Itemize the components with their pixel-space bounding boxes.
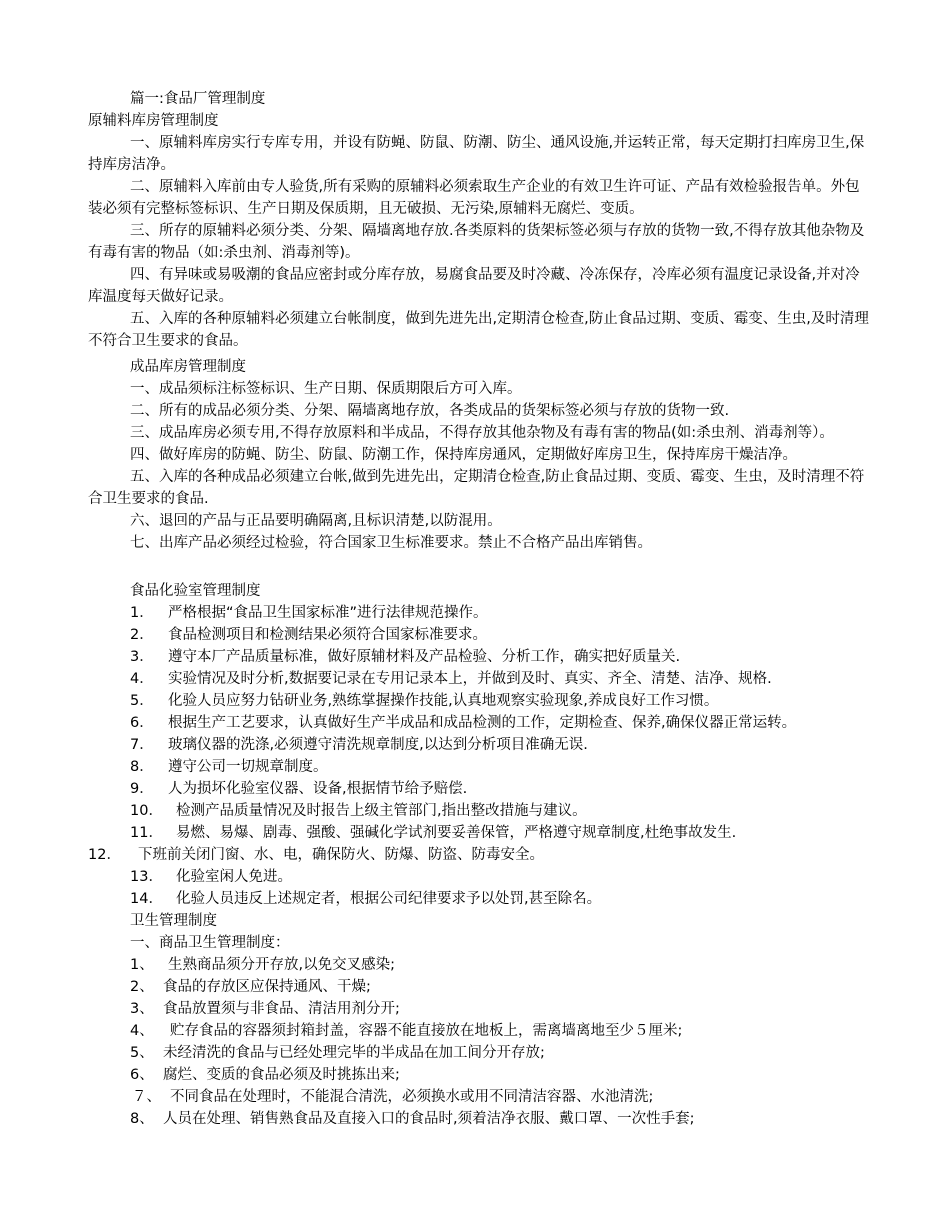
lab-item-number: 13．	[130, 869, 163, 885]
hygiene-subheading: 一、商品卫生管理制度：	[130, 935, 290, 951]
lab-item-number: 2．	[130, 627, 154, 643]
lab-item-text: 实验情况及时分析,数据要记录在专用记录本上，并做到及时、真实、齐全、清楚、洁净、规格.	[168, 671, 772, 687]
lab-item-text: 根据生产工艺要求，认真做好生产半成品和成品检测的工作，定期检查、保养,确保仪器正常运转。	[168, 715, 797, 731]
lab-item-text: 严格根据“食品卫生国家标准”进行法律规范操作。	[168, 605, 488, 621]
lab-item-number: 3．	[130, 649, 154, 665]
lab-item-number: 6．	[130, 715, 154, 731]
hygiene-item-text: 生熟商品须分开存放,以免交叉感染;	[168, 957, 395, 973]
lab-item-text: 人为损坏化验室仪器、设备,根据情节给予赔偿.	[168, 781, 468, 797]
hygiene-item-number: ７、	[132, 1089, 161, 1105]
hygiene-item-number: 6、	[130, 1067, 154, 1083]
lab-item-text: 遵守本厂产品质量标准，做好原辅材料及产品检验、分析工作，确实把好质量关.	[168, 649, 681, 665]
finished-item: 二、所有的成品必须分类、分架、隔墙离地存放，各类成品的货架标签必须与存放的货物一致.	[130, 403, 730, 419]
lab-item-text: 遵守公司一切规章制度。	[168, 759, 328, 775]
hygiene-item-text: 腐烂、变质的食品必须及时挑拣出来;	[163, 1067, 400, 1083]
lab-item-text: 化验人员违反上述规定者，根据公司纪律要求予以处罚,甚至除名。	[176, 891, 602, 907]
lab-item-number: 5．	[130, 693, 154, 709]
hygiene-item-number: 3、	[130, 1001, 154, 1017]
hygiene-item-number: 4、	[130, 1023, 154, 1039]
finished-item: 三、成品库房必须专用,不得存放原料和半成品，不得存放其他杂物及有毒有害的物品(如:杀虫剂、消毒剂等）。	[130, 425, 834, 441]
hygiene-item-text: 不同食品在处理时，不能混合清洗，必须换水或用不同清洁容器、水池清洗;	[170, 1089, 654, 1105]
lab-item-text: 食品检测项目和检测结果必须符合国家标准要求。	[168, 627, 487, 643]
lab-item-number: 12．	[88, 847, 121, 863]
lab-item-number: 7．	[130, 737, 154, 753]
section-heading-lab: 食品化验室管理制度	[130, 583, 261, 599]
hygiene-item-number: 1、	[130, 957, 154, 973]
hygiene-item-text: 贮存食品的容器须封箱封盖，容器不能直接放在地板上，需离墙离地至少５厘米;	[170, 1023, 683, 1039]
finished-item: 六、退回的产品与正品要明确隔离,且标识清楚,以防混用。	[130, 513, 502, 529]
lab-item-text: 易燃、易爆、剧毒、强酸、强碱化学试剂要妥善保管，严格遵守规章制度,杜绝事故发生.	[176, 825, 737, 841]
raw-material-item: 一、原辅料库房实行专库专用，并设有防蝇、防鼠、防潮、防尘、通风设施,并运转正常，每天定期打扫库房卫生,保持库房洁净。	[88, 135, 865, 173]
hygiene-item-number: 8、	[130, 1111, 154, 1127]
hygiene-item-text: 人员在处理、销售熟食品及直接入口的食品时,须着洁净衣服、戴口罩、一次性手套;	[163, 1111, 695, 1127]
lab-item-text: 化验人员应努力钻研业务,熟练掌握操作技能,认真地观察实验现象,养成良好工作习惯。	[168, 693, 719, 709]
hygiene-item-text: 食品的存放区应保持通风、干燥;	[163, 979, 371, 995]
hygiene-item-number: 5、	[130, 1045, 154, 1061]
raw-material-section	[88, 132, 870, 352]
raw-material-item: 二、原辅料入库前由专人验货,所有采购的原辅料必须索取生产企业的有效卫生许可证、产品有效检验报告单。外包装必须有完整标签标识、生产日期及保质期，且无破损、无污染,原辅料无腐烂、变质。	[88, 179, 860, 217]
lab-item-text: 化验室闲人免进。	[176, 869, 292, 885]
lab-item-number: 4．	[130, 671, 154, 687]
raw-material-item: 三、所存的原辅料必须分类、分架、隔墙离地存放.各类原料的货架标签必须与存放的货物一致,不得存放其他杂物及有毒有害的物品（如:杀虫剂、消毒剂等)。	[88, 223, 865, 261]
lab-item-number: 14．	[130, 891, 163, 907]
raw-material-item: 五、入库的各种原辅料必须建立台帐制度，做到先进先出,定期清仓检查,防止食品过期、变质、霉变、生虫,及时清理不符合卫生要求的食品。	[88, 311, 869, 349]
document-title: 篇一:食品厂管理制度	[130, 91, 266, 107]
lab-item-number: 1．	[130, 605, 154, 621]
lab-item-number: 11．	[130, 825, 163, 841]
hygiene-item-text: 食品放置须与非食品、清洁用剂分开;	[163, 1001, 400, 1017]
hygiene-item-number: 2、	[130, 979, 154, 995]
hygiene-item-text: 未经清洗的食品与已经处理完毕的半成品在加工间分开存放;	[163, 1045, 545, 1061]
lab-item-text: 检测产品质量情况及时报告上级主管部门,指出整改措施与建议。	[176, 803, 587, 819]
finished-item: 四、做好库房的防蝇、防尘、防鼠、防潮工作，保持库房通风，定期做好库房卫生，保持库房干燥洁净。	[130, 447, 797, 463]
section-heading-finished: 成品库房管理制度	[130, 359, 246, 375]
lab-item-number: 10．	[130, 803, 163, 819]
lab-item-number: 9．	[130, 781, 154, 797]
lab-item-number: 8．	[130, 759, 154, 775]
finished-item: 五、入库的各种成品必须建立台帐,做到先进先出，定期清仓检查,防止食品过期、变质、霉变、生虫，及时清理不符合卫生要求的食品.	[88, 469, 865, 507]
lab-item-text: 下班前关闭门窗、水、电，确保防火、防爆、防盗、防毒安全。	[138, 847, 544, 863]
section-heading-raw-material: 原辅料库房管理制度	[88, 113, 219, 129]
section-heading-hygiene: 卫生管理制度	[130, 913, 217, 929]
finished-item: 一、成品须标注标签标识、生产日期、保质期限后方可入库。	[130, 381, 522, 397]
finished-section	[88, 378, 870, 554]
finished-item: 七、出库产品必须经过检验，符合国家卫生标准要求。禁止不合格产品出库销售。	[130, 535, 652, 551]
lab-item-text: 玻璃仪器的洗涤,必须遵守清洗规章制度,以达到分析项目准确无误.	[168, 737, 588, 753]
raw-material-item: 四、有异味或易吸潮的食品应密封或分库存放，易腐食品要及时冷藏、冷冻保存，冷库必须有温度记录设备,并对冷库温度每天做好记录。	[88, 267, 860, 305]
